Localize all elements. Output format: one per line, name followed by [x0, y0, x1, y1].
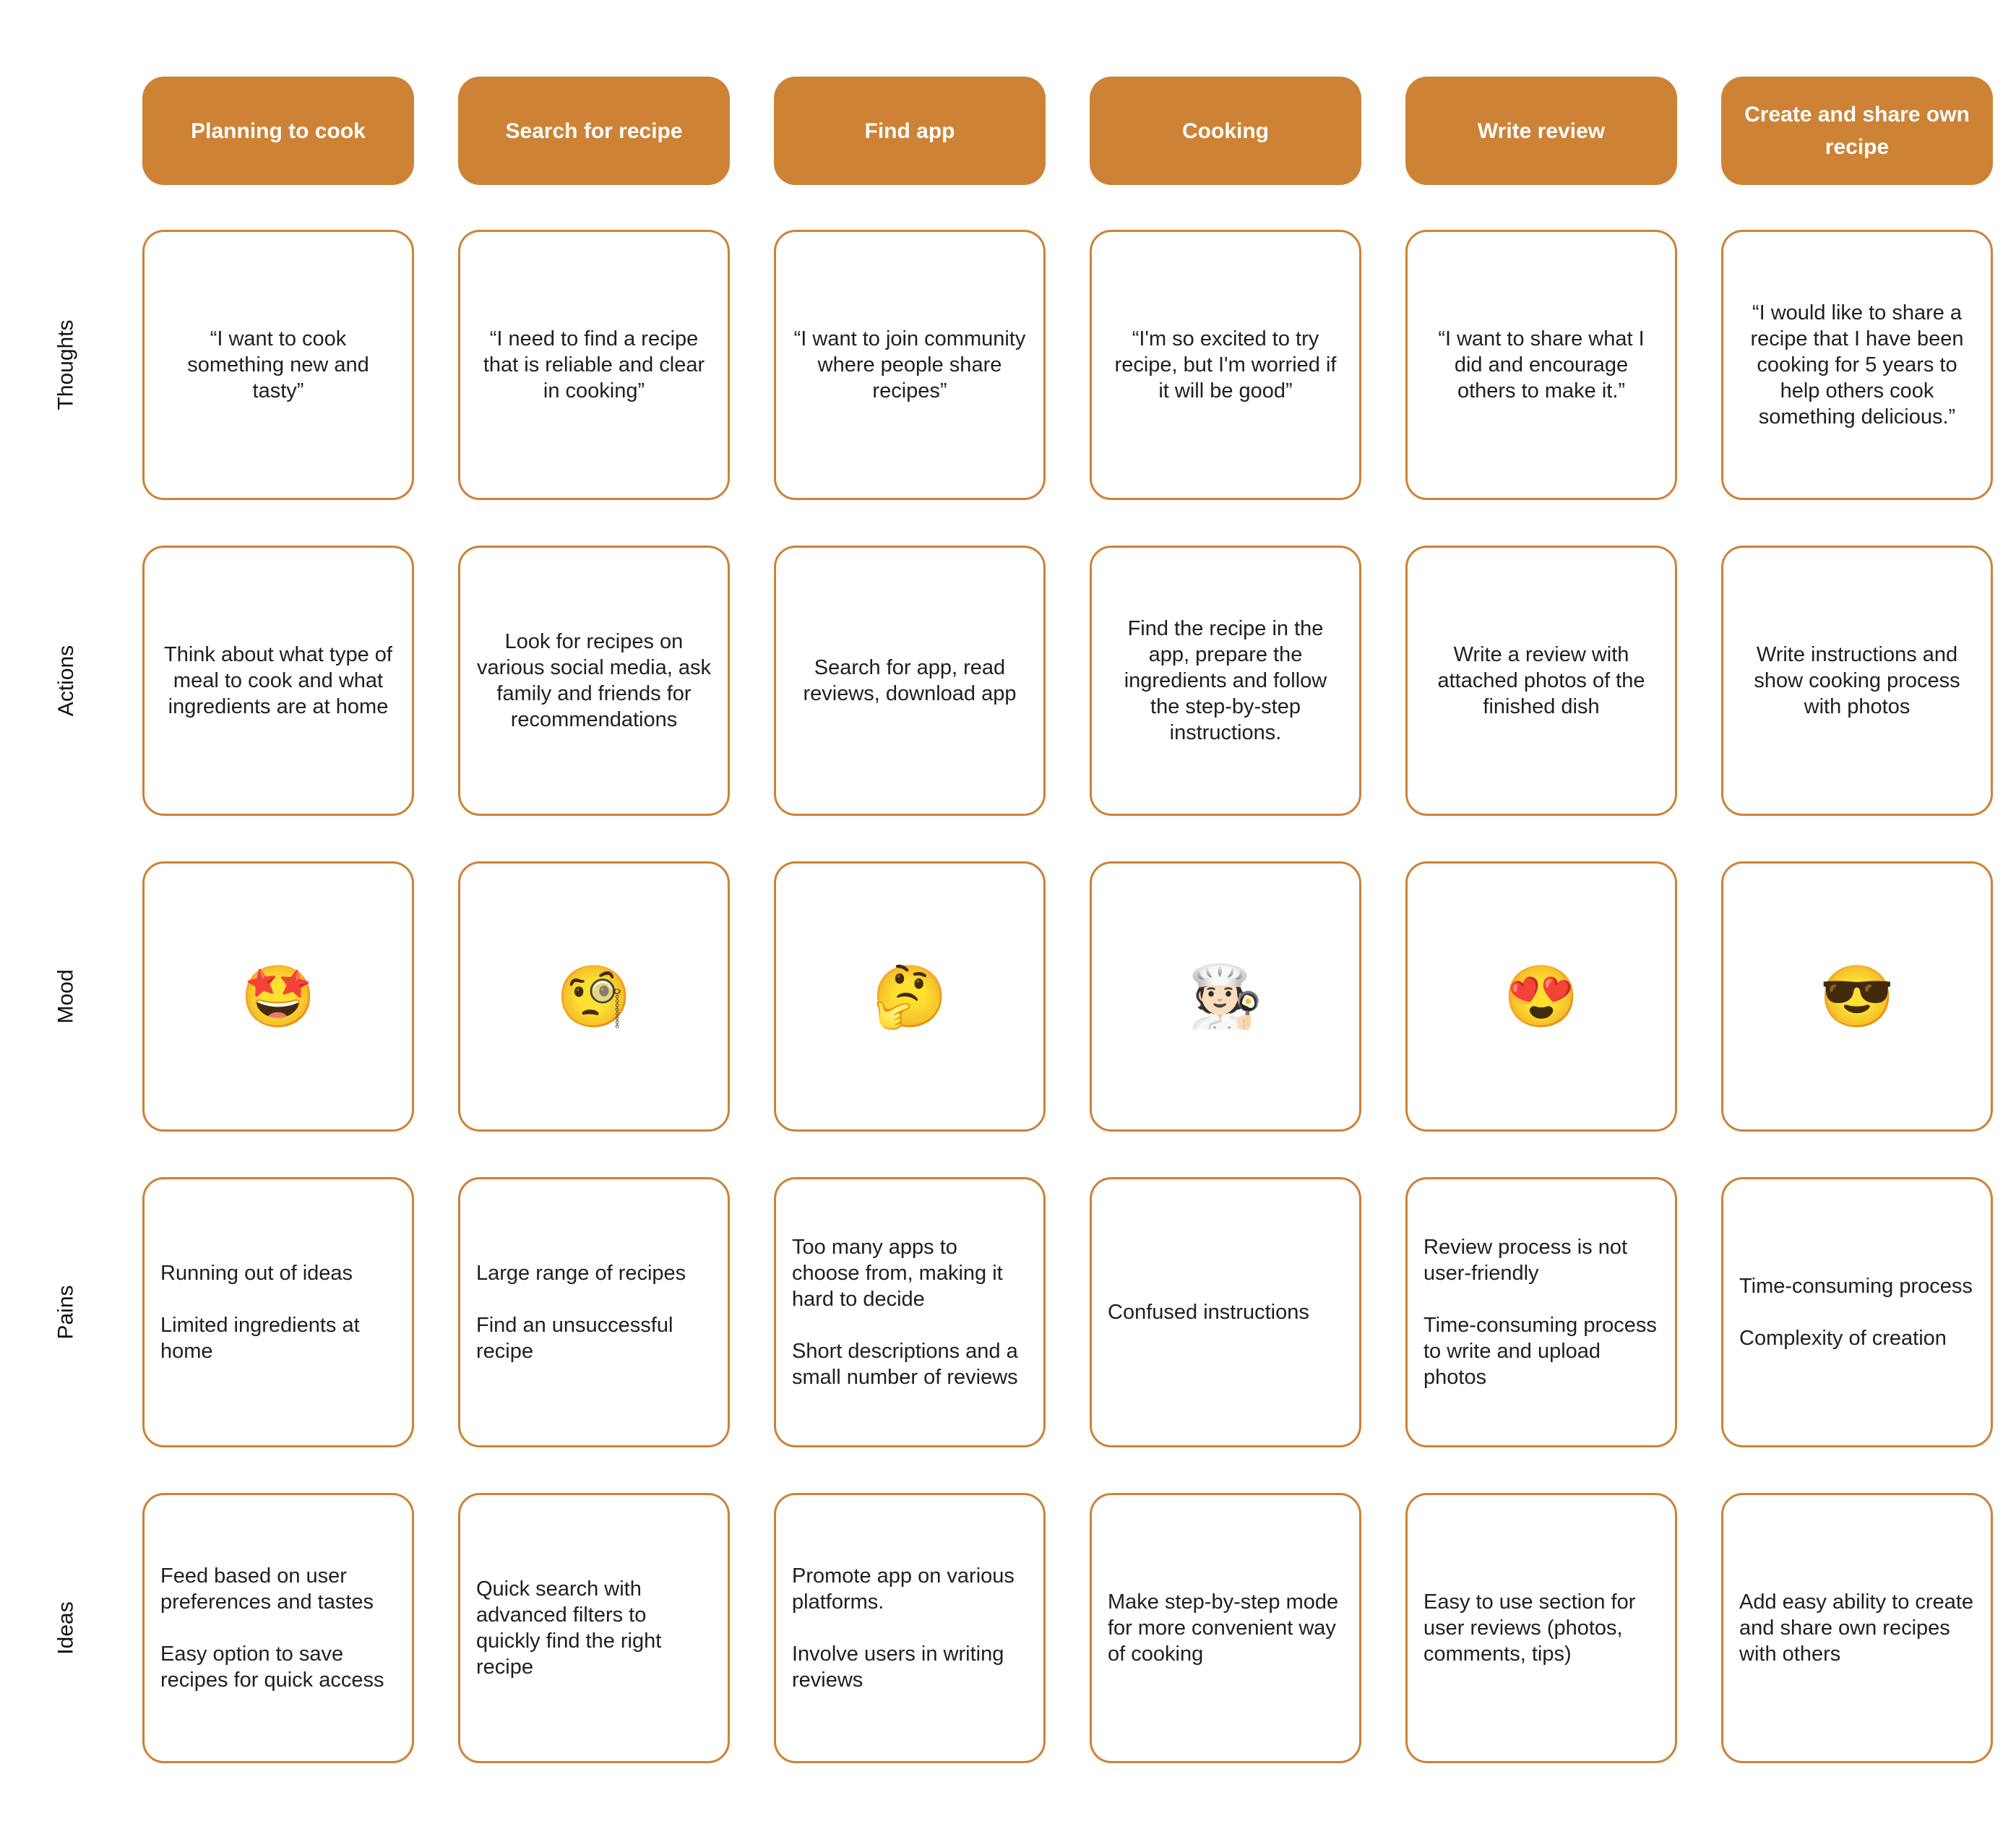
actions-cell-planning-to-cook — [142, 546, 414, 816]
cook-emoji-icon: 🧑🏻‍🍳 — [1187, 963, 1264, 1030]
ideas-text: Make step-by-step mode for more convenient way of cooking — [1108, 1590, 1339, 1666]
pains-text: Running out of ideas Limited ingredients at home — [160, 1262, 360, 1363]
actions-cell-write-review — [1405, 546, 1677, 816]
thoughts-text: “I need to find a recipe that is reliable and clear in cooking” — [483, 327, 705, 402]
row-label-text: Mood — [54, 969, 79, 1024]
thoughts-cell-write-review — [1405, 230, 1677, 500]
ideas-cell-cooking — [1090, 1493, 1361, 1763]
actions-cell-find-app — [774, 546, 1046, 816]
actions-text: Think about what type of meal to cook and what ingredients are at home — [164, 643, 392, 718]
pains-text: Time-consuming process Complexity of creation — [1739, 1275, 1973, 1350]
actions-text: Find the recipe in the app, prepare the ingredients and follow the step-by-step instructions. — [1124, 617, 1327, 744]
thoughts-cell-find-app — [774, 230, 1046, 500]
ideas-cell-search-for-recipe — [458, 1493, 730, 1763]
thoughts-cell-search-for-recipe — [458, 230, 730, 500]
stage-header-planning-to-cook: Planning to cook — [142, 77, 414, 185]
pains-text: Too many apps to choose from, making it hard to decide Short descriptions and a small number of reviews — [792, 1236, 1018, 1389]
ideas-cell-find-app — [774, 1493, 1046, 1763]
actions-text: Look for recipes on various social media, ask family and friends for recommendations — [477, 630, 711, 731]
pains-cell-planning-to-cook — [142, 1177, 414, 1447]
stage-header-cooking: Cooking — [1090, 77, 1361, 185]
thoughts-text: “I want to share what I did and encourage others to make it.” — [1438, 327, 1645, 402]
row-label-actions — [52, 546, 81, 816]
thoughts-text: “I'm so excited to try recipe, but I'm worried if it will be good” — [1114, 327, 1337, 402]
monocle-face-emoji-icon: 🧐 — [556, 963, 632, 1030]
actions-text: Write instructions and show cooking process with photos — [1754, 643, 1960, 718]
stage-header-search-for-recipe: Search for recipe — [458, 77, 730, 185]
mood-cell-planning-to-cook — [142, 861, 414, 1132]
sunglasses-emoji-icon: 😎 — [1819, 963, 1895, 1030]
pains-cell-write-review — [1405, 1177, 1677, 1447]
star-struck-emoji-icon: 🤩 — [240, 963, 316, 1030]
row-label-text: Pains — [54, 1285, 79, 1340]
pains-text: Large range of recipes Find an unsuccessful recipe — [476, 1262, 686, 1363]
mood-cell-cooking — [1090, 861, 1361, 1132]
ideas-cell-create-and-share-own-recipe — [1721, 1493, 1993, 1763]
ideas-text: Promote app on various platforms. Involve users in writing reviews — [792, 1564, 1015, 1692]
row-label-text: Actions — [54, 645, 79, 717]
ideas-text: Quick search with advanced filters to quickly find the right recipe — [476, 1577, 662, 1679]
thoughts-cell-create-and-share-own-recipe — [1721, 230, 1993, 500]
actions-cell-search-for-recipe — [458, 546, 730, 816]
ideas-text: Feed based on user preferences and tastes Easy option to save recipes for quick access — [160, 1564, 384, 1692]
pains-cell-create-and-share-own-recipe — [1721, 1177, 1993, 1447]
mood-cell-search-for-recipe — [458, 861, 730, 1132]
row-label-thoughts — [52, 230, 81, 500]
thoughts-cell-cooking — [1090, 230, 1361, 500]
ideas-cell-write-review — [1405, 1493, 1677, 1763]
row-label-text: Thoughts — [54, 319, 78, 410]
row-label-text: Ideas — [54, 1601, 79, 1655]
thoughts-cell-planning-to-cook — [142, 230, 414, 500]
row-label-mood — [52, 861, 81, 1132]
pains-cell-search-for-recipe — [458, 1177, 730, 1447]
pains-cell-cooking — [1090, 1177, 1361, 1447]
ideas-text: Add easy ability to create and share own recipes with others — [1739, 1590, 1974, 1666]
row-label-pains — [52, 1177, 81, 1447]
stage-header-create-and-share-own-recipe: Create and share own recipe — [1721, 77, 1993, 185]
ideas-text: Easy to use section for user reviews (photos, comments, tips) — [1423, 1590, 1636, 1666]
actions-cell-cooking — [1090, 546, 1361, 816]
mood-cell-create-and-share-own-recipe — [1721, 861, 1993, 1132]
pains-text: Confused instructions — [1108, 1301, 1309, 1324]
stage-header-write-review: Write review — [1405, 77, 1677, 185]
actions-cell-create-and-share-own-recipe — [1721, 546, 1993, 816]
ideas-cell-planning-to-cook — [142, 1493, 414, 1763]
actions-text: Write a review with attached photos of the finished dish — [1437, 643, 1645, 718]
pains-cell-find-app — [774, 1177, 1046, 1447]
thinking-face-emoji-icon: 🤔 — [871, 963, 948, 1030]
stage-header-find-app: Find app — [774, 77, 1046, 185]
mood-cell-write-review — [1405, 861, 1677, 1132]
mood-cell-find-app — [774, 861, 1046, 1132]
row-label-ideas — [52, 1493, 81, 1763]
thoughts-text: “I want to join community where people share recipes” — [793, 327, 1026, 402]
thoughts-text: “I want to cook something new and tasty” — [187, 327, 369, 402]
pains-text: Review process is not user-friendly Time-consuming process to write and upload photos — [1423, 1236, 1657, 1389]
actions-text: Search for app, read reviews, download app — [803, 656, 1017, 705]
heart-eyes-emoji-icon: 😍 — [1503, 963, 1580, 1030]
thoughts-text: “I would like to share a recipe that I have been cooking for 5 years to help others cook something delicious.” — [1750, 301, 1964, 429]
